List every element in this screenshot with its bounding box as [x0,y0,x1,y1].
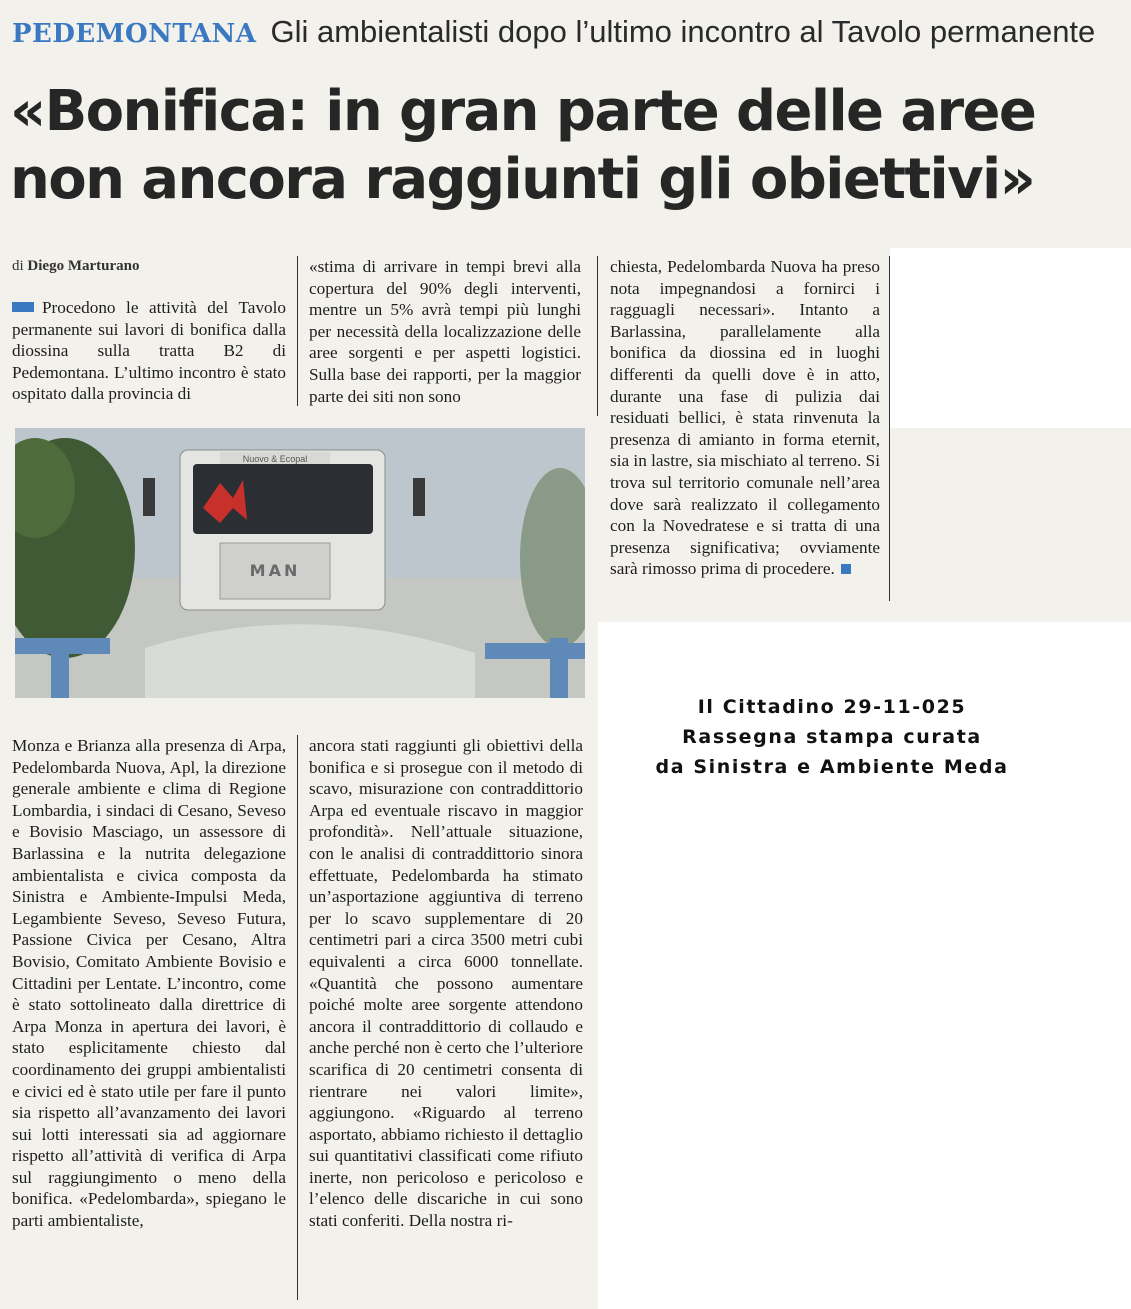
source-caption [612,692,1052,782]
blank-margin [890,248,1131,428]
end-marker-icon [841,564,851,574]
truck-photo-illustration [15,428,585,698]
headline [10,78,1120,214]
caption-line: Rassegna stampa curata [682,726,982,748]
column-2-top [309,256,581,407]
column-2-bottom [309,735,583,1232]
body-text: ancora stati raggiunti gli obiettivi della bonifica e si prosegue con il metodo di scavo, misurazione con contraddittorio Arpa ed eventuale riscavo in maggior profondità». Nell’attuale situazione, con le analisi di contraddittorio sinora effettuate, Pedelombarda ha stimato un’asportazione aggiuntiva di terreno per lo scavo supplementare di 20 centimetri pari a circa 3500 metri cubi equivalenti a circa 6000 tonnellate. «Quantità che possono aumentare poiché molte aree sorgente attendono ancora il contraddittorio di collaudo e anche perché non è certo che l’ulteriore scarifica di 20 centimetri consenta di rientrare nei valori limite», aggiungono. «Riguardo al terreno asportato, abbiamo richiesto il dettaglio sui quantitativi classificati come rifiuto inerte, non pericoloso e pericoloso e l’elenco delle discariche in cui sono stati conferiti. Della nostra ri- [309,736,583,1231]
blue-barrier-post [51,638,69,698]
section-label: PEDEMONTANA [12,19,257,49]
body-text: chiesta, Pedelombarda Nuova ha preso nota impegnandosi a fornirci i ragguagli necessari». Intanto a Barlassina, parallelamente alla bonifica da diossina ed in luoghi differenti da quelli dove è in atto, durante una fase di pulizia dai residuati bellici, è stata rinvenuta la presenza di amianto in forma eternit, sia in lastre, sia mischiato al terreno. Si trova sul territorio comunale nell’area dove sarà realizzato il collegamento con la Novedratese e si tratta di una presenza significativa; ovviamente sarà rimosso prima di procedere. [610,257,880,579]
headline-line: «Bonifica: in gran parte delle aree [10,79,1036,144]
truck-sign: Nuovo & Ecopal [242,454,308,464]
column-1-top [12,297,286,405]
caption-line: da Sinistra e Ambiente Meda [655,756,1009,778]
caption-line: Il Cittadino 29-11-025 [697,696,967,718]
column-rule [597,256,598,416]
headline-line: non ancora raggiunti gli obiettivi» [10,147,1035,212]
article-kicker [12,14,1095,50]
truck-brand: MAN [249,561,301,580]
column-rule [297,256,298,406]
column-rule [297,735,298,1300]
blue-barrier-post [550,638,568,698]
byline-author: Diego Marturano [27,258,140,274]
column-1-bottom [12,735,286,1232]
paragraph-marker-icon [12,302,34,312]
blue-barrier-right [485,643,585,659]
body-text: Monza e Brianza alla presenza di Arpa, Pedelombarda Nuova, Apl, la direzione generale ambiente e clima di Regione Lombardia, i sindaci di Cesano, Seveso e Bovisio Masciago, un assessore di Barlassina e la nutrita delegazione ambientalista e civica composta da Sinistra e Ambiente-Impulsi Meda, Legambiente Seveso, Seveso Futura, Passione Civica per Cesano, Altra Bovisio, Comitato Ambiente Bovisio e Cittadini per Lentate. L’incontro, come è stato sottolineato dalla direttrice di Arpa Monza in apertura dei lavori, è stato esplicitamente chiesto dal coordinamento dei gruppi ambientalisti e civici ed è stato utile per fare il punto sia rispetto all’avanzamento dei lavori sui lotti interessati sia ad aggiornare rispetto all’attività di verifica di Arpa sul raggiungimento o meno della bonifica. «Pedelombarda», spiegano le parti ambientaliste, [12,736,286,1231]
byline-prefix: di [12,258,24,274]
truck-mirror-left [143,478,155,516]
byline [12,258,139,275]
article-photo [15,428,585,698]
truck-mirror-right [413,478,425,516]
kicker-subtitle: Gli ambientalisti dopo l’ultimo incontro al Tavolo permanente [270,14,1096,49]
body-text: Procedono le attività del Tavolo permanente sui lavori di bonifica dalla diossina sulla tratta B2 di Pedemontana. L’ultimo incontro è stato ospitato dalla provincia di [12,298,286,404]
body-text: «stima di arrivare in tempi brevi alla copertura del 90% degli interventi, mentre un 5% avrà tempi più lunghi per necessità della localizzazione delle aree sorgenti e per aspetti logistici. Sulla base dei rapporti, per la maggior parte dei siti non sono [309,257,581,406]
column-3 [610,256,880,580]
column-rule [889,256,890,601]
